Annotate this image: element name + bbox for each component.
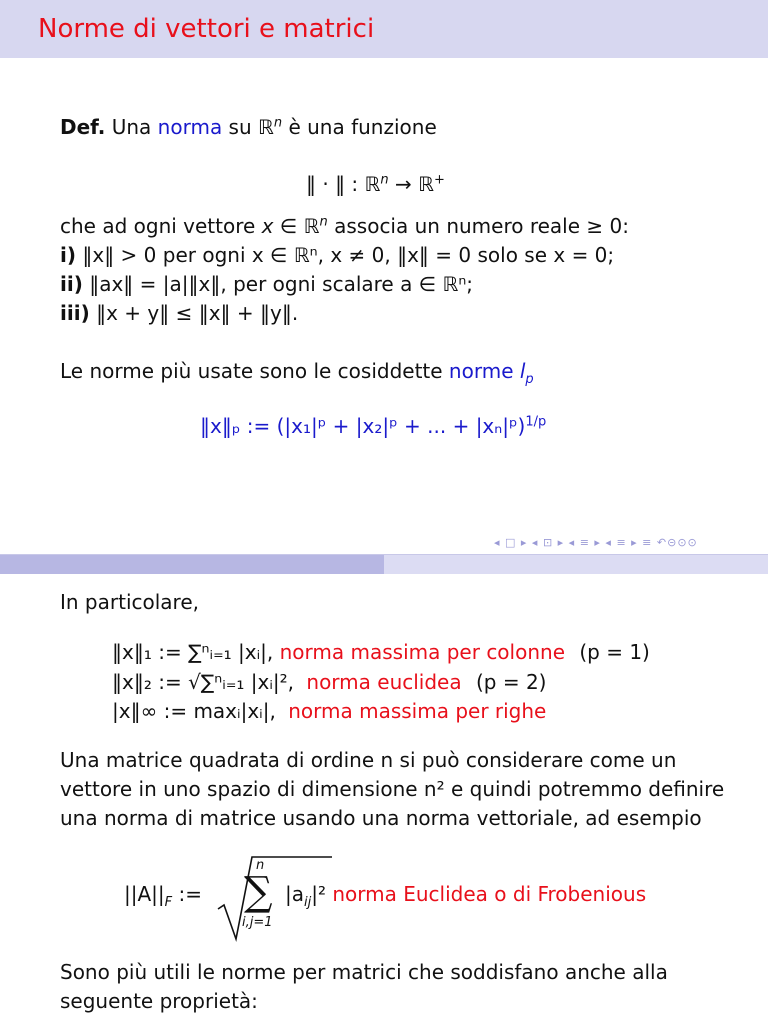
property-i [60,241,614,270]
frobenius-name: norma Euclidea o di Frobenious [332,882,647,906]
prop-iii-text: ‖x + y‖ ≤ ‖x‖ + ‖y‖. [96,301,299,325]
sum-lower: i,j=1 [242,915,273,930]
frob-term-sub: ij [304,895,312,910]
paragraph-1-line-1: Una matrice quadrata di ordine n si può considerare come un [60,748,677,772]
frob-sub: F [164,895,173,910]
property-iii [60,299,298,328]
lp-formula [200,412,546,441]
prop-i-text: ‖x‖ > 0 per ogni x ∈ ℝⁿ, x ≠ 0, ‖x‖ = 0 solo se x = 0; [82,243,615,267]
lp-formula-exp: 1/p [525,414,547,430]
mapping-left: ‖ · ‖ : ℝ [306,172,381,196]
norm-2-name: norma euclidea [306,670,462,694]
paragraph-2-line-2: seguente proprietà: [60,989,258,1013]
assoc-b: ∈ ℝ [273,214,320,238]
assoc-line: che ad ogni vettore x ∈ ℝ$^n$ associa un numero reale ≥ 0: [60,214,629,238]
sum-symbol: ∑ [244,869,273,915]
paragraph-1-line-2: vettore in uno spazio di dimensione n² e quindi potremmo definire [60,777,725,801]
def-text-2: su ℝ [222,115,274,139]
prop-iii-label: iii) [60,301,90,325]
lp-text: Le norme più usate sono le cosiddette [60,359,449,383]
norm-1-p: (p = 1) [579,640,650,664]
norm-inf-line [112,697,546,726]
prop-ii-text: ‖ax‖ = |a|‖x‖, per ogni scalare a ∈ ℝⁿ; [89,272,474,296]
header-bar-left [0,555,384,574]
lp-intro [60,357,534,386]
norm-1-line [112,638,650,667]
norm-inf-formula: |x‖∞ := maxᵢ|xᵢ|, [112,699,276,723]
def-label: Def. [60,115,106,139]
lp-p: p [525,372,534,387]
norm-2-line [112,668,546,697]
mapping-plus: + [433,172,445,188]
beamer-navigation[interactable]: ◂ □ ▸ ◂ ⊡ ▸ ◂ ≡ ▸ ◂ ≡ ▸ ≡ ↶⊝⊙⊙ [494,536,698,549]
def-text-1: Una [111,115,158,139]
mapping-exp: n [380,172,389,188]
norm-mapping [306,170,445,199]
frob-term: |a [285,882,304,906]
norm-1-name: norma massima per colonne [279,640,565,664]
norm-2-formula: ‖x‖₂ := √∑ⁿᵢ₌₁ |xᵢ|², [112,670,295,694]
norm-2-p: (p = 2) [475,670,547,694]
frobenius-lhs [124,880,202,909]
frob-lhs: ||A|| [124,882,165,906]
frob-assign: := [172,882,202,906]
paragraph-1-line-3: una norma di matrice usando una norma vettoriale, ad esempio [60,806,702,830]
def-norma: norma [157,115,223,139]
lp-l: l [519,359,526,383]
assoc-exp: n [319,214,328,230]
property-ii [60,270,473,299]
frob-term-end: |² [311,882,326,906]
prop-ii-label: ii) [60,272,83,296]
lp-blue: norme [448,359,520,383]
assoc-a: che ad ogni vettore [60,214,262,238]
lp-formula-body: ‖x‖ₚ := (|x₁|ᵖ + |x₂|ᵖ + ... + |xₙ|ᵖ) [200,414,526,438]
mapping-arrow: → ℝ [388,172,434,196]
paragraph-2-line-1: Sono più utili le norme per matrici che soddisfano anche alla [60,960,668,984]
norm-1-formula: ‖x‖₁ := ∑ⁿᵢ₌₁ |xᵢ|, [112,640,274,664]
header-bar-right [384,555,768,574]
assoc-c: associa un numero reale ≥ 0: [327,214,629,238]
slide-title: Norme di vettori e matrici [38,14,375,44]
sum-upper: n [256,858,265,873]
def-exponent: n [273,115,283,131]
prop-i-label: i) [60,243,76,267]
norm-inf-name: norma massima per righe [288,699,547,723]
frobenius-term [285,880,646,909]
def-text-3: è una funzione [282,115,437,139]
intro-text: In particolare, [60,590,199,614]
definition-line [60,113,437,142]
